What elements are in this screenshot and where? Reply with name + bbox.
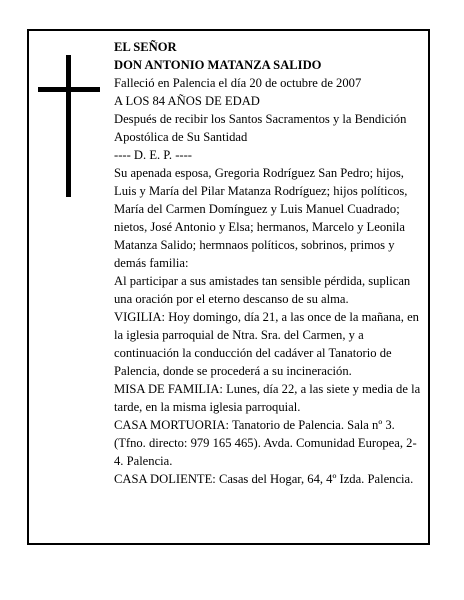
request-paragraph: Al participar a sus amistades tan sensible pérdida, suplican una oración por el eterno descanso de su alma. bbox=[114, 274, 411, 306]
funeral-home-paragraph: CASA MORTUORIA: Tanatorio de Palencia. Sala nº 3. (Tfno. directo: 979 165 465). Avda. Comunidad Europea, 2-4. Palencia. bbox=[114, 418, 417, 468]
vigil-paragraph: VIGILIA: Hoy domingo, día 21, a las once de la mañana, en la iglesia parroquial de Ntra. Sra. del Carmen, y a continuación la conducción del cadáver al Tanatorio de Palencia, donde se procederá a su incineración. bbox=[114, 310, 419, 378]
family-mass-paragraph: MISA DE FAMILIA: Lunes, día 22, a las siete y media de la tarde, en la misma iglesia parroquial. bbox=[114, 382, 421, 414]
cross-vertical-bar bbox=[66, 55, 71, 197]
mourning-home-paragraph: CASA DOLIENTE: Casas del Hogar, 64, 4º Izda. Palencia. bbox=[114, 472, 414, 486]
cross-icon bbox=[38, 55, 100, 197]
sacraments-line: Después de recibir los Santos Sacramentos y la Bendición Apostólica de Su Santidad bbox=[114, 112, 407, 144]
cross-horizontal-bar bbox=[38, 87, 100, 92]
age-line: A LOS 84 AÑOS DE EDAD bbox=[114, 94, 260, 108]
deceased-name: DON ANTONIO MATANZA SALIDO bbox=[114, 58, 322, 72]
title-line-1: EL SEÑOR bbox=[114, 40, 177, 54]
death-date-line: Falleció en Palencia el día 20 de octubre de 2007 bbox=[114, 76, 362, 90]
family-paragraph: Su apenada esposa, Gregoria Rodríguez San Pedro; hijos, Luis y María del Pilar Matanza Rodríguez; hijos políticos, María del Carmen Domínguez y Luis Manuel Cuadrado; nietos, José Antonio y Elsa; hermanos, Marcelo y Leonila Matanza Salido; hermnaos políticos, sobrinos, primos y demás familia: bbox=[114, 166, 408, 270]
obituary-text bbox=[114, 38, 424, 488]
rip-line: ---- D. E. P. ---- bbox=[114, 148, 192, 162]
